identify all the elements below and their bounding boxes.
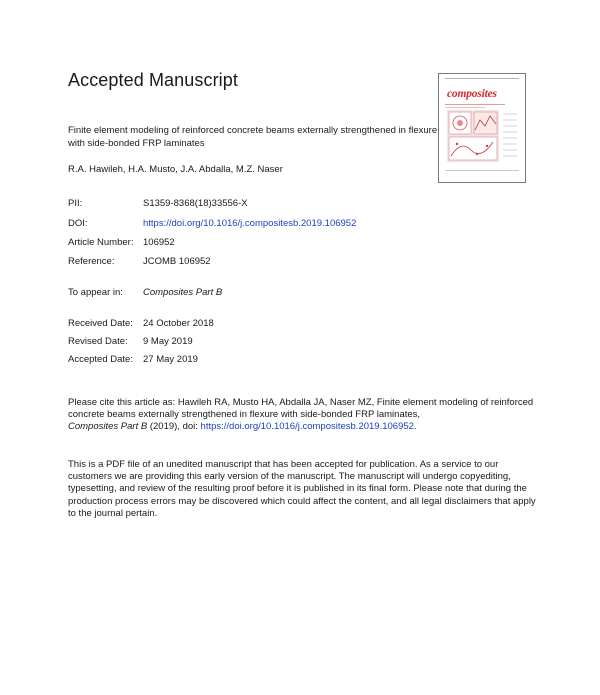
meta-value: S1359-8368(18)33556-X xyxy=(143,198,248,209)
meta-label: PII: xyxy=(68,198,83,209)
journal-logo: composites xyxy=(447,88,497,100)
disclaimer-paragraph: This is a PDF file of an unedited manuscript that has been accepted for publication. As a service to our customers we are providing this early version of the manuscript. The manuscript will undergo copyediting, typesetting, and review of the resulting proof before it is published in its final form. Please note that during the production process errors may be discovered which could affect the content, and all legal disclaimers that apply to the journal pertain. xyxy=(68,459,536,519)
meta-label: Revised Date: xyxy=(68,336,128,347)
article-authors: R.A. Hawileh, H.A. Musto, J.A. Abdalla, M.Z. Naser xyxy=(68,164,283,175)
article-title: Finite element modeling of reinforced concrete beams externally strengthened in flexure with side-bonded FRP laminates xyxy=(68,125,438,149)
meta-doi xyxy=(68,218,356,229)
meta-accepted-date xyxy=(68,354,198,365)
citation-journal: Composites Part B xyxy=(68,421,148,433)
cover-rule xyxy=(445,107,485,108)
meta-label: To appear in: xyxy=(68,287,123,298)
citation-doi-link[interactable]: https://doi.org/10.1016/j.compositesb.2019.106952 xyxy=(200,421,414,433)
meta-label: DOI: xyxy=(68,218,88,229)
meta-label: Reference: xyxy=(68,256,115,267)
page-title: Accepted Manuscript xyxy=(68,70,238,90)
meta-value: 106952 xyxy=(143,237,175,248)
meta-value: Composites Part B xyxy=(143,287,223,298)
meta-to-appear xyxy=(68,287,222,298)
meta-article-number xyxy=(68,237,175,248)
meta-label: Article Number: xyxy=(68,237,134,248)
doi-link[interactable]: https://doi.org/10.1016/j.compositesb.2019.106952 xyxy=(143,218,357,229)
meta-label: Received Date: xyxy=(68,318,133,329)
meta-value: JCOMB 106952 xyxy=(143,256,211,267)
meta-revised-date xyxy=(68,336,193,347)
meta-label: Accepted Date: xyxy=(68,354,133,365)
cover-sidebar xyxy=(501,110,519,162)
citation-paragraph xyxy=(68,397,538,434)
cover-bottom-rule xyxy=(445,170,519,176)
meta-value: 24 October 2018 xyxy=(143,318,214,329)
meta-reference xyxy=(68,256,211,267)
meta-pii xyxy=(68,198,248,209)
meta-received-date xyxy=(68,318,214,329)
cover-top-rule xyxy=(445,78,519,81)
journal-cover-image xyxy=(438,73,526,183)
cover-artwork xyxy=(447,110,499,162)
citation-text: Please cite this article as: Hawileh RA, Musto HA, Abdalla JA, Naser MZ, Finite element modeling of reinforced concrete beams externally strengthened in flexure with side-bonded FRP laminates, xyxy=(68,397,534,421)
citation-text: (2019), doi: xyxy=(147,421,201,433)
meta-value: 27 May 2019 xyxy=(143,354,198,365)
citation-text: . xyxy=(413,421,417,433)
cover-rule xyxy=(445,104,505,105)
meta-value: 9 May 2019 xyxy=(143,336,193,347)
